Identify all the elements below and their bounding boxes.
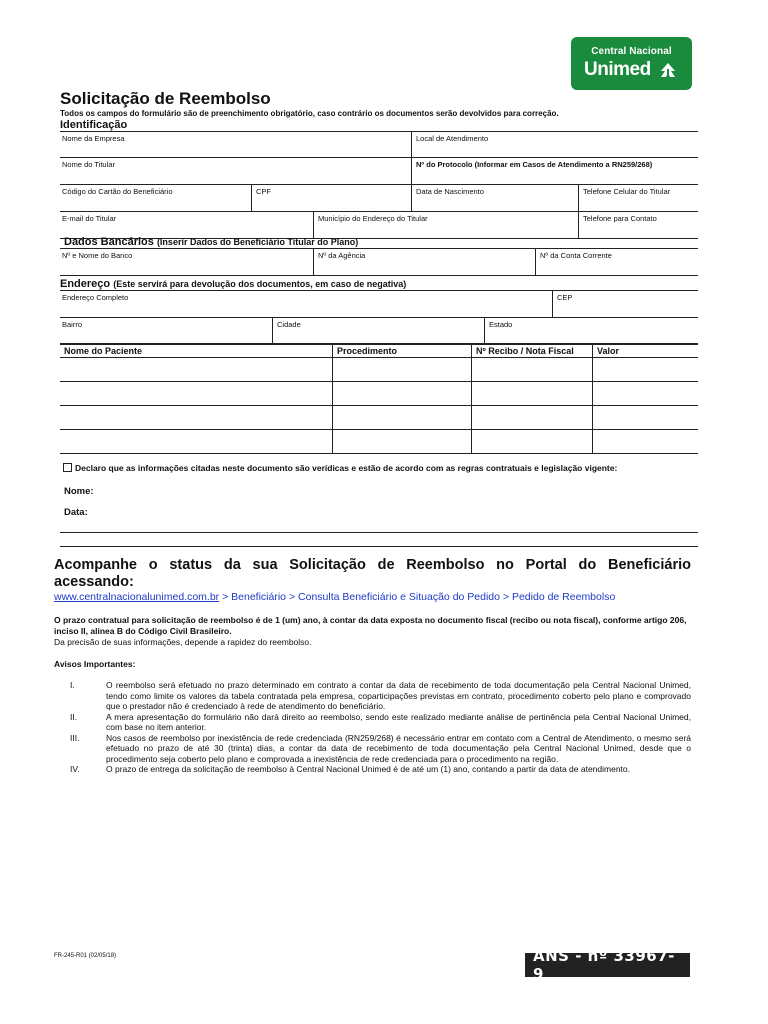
dados-bancarios-heading: Dados Bancários (Inserir Dados do Beneficiário Titular do Plano) <box>64 236 359 248</box>
table-row <box>60 358 698 382</box>
list-item: IV. O prazo de entrega da solicitação de reembolso à Central Nacional Unimed é de até um (1) ano, contando a partir da data de atendimento. <box>70 764 631 774</box>
list-item: I. O reembolso será efetuado no prazo determinado em contrato a contar da data de recebimento de toda documentação pela Central Nacional Unimed, tendo como limite os valores da tabela contratada pela empresa, coparticipações previstas em contrato, procedimento coberto pelo plano e comprovado que o prestador não é credenciado à rede de atendimento do beneficiário. <box>70 680 691 711</box>
page-title: Solicitação de Reembolso <box>60 89 271 108</box>
breadcrumb-pedido-reembolso[interactable]: Pedido de Reembolso <box>511 591 616 603</box>
list-item: II. A mera apresentação do formulário não dará direito ao reembolso, sendo este realizado mediante análise de pertinência pela Central Nacional Unimed, com base no item anterior. <box>70 711 691 732</box>
col-recibo: Nº Recibo / Nota Fiscal <box>472 344 593 358</box>
table-row <box>60 430 698 454</box>
agencia-field[interactable]: Nº da Agência <box>313 249 535 275</box>
nome-empresa-field[interactable]: Nome da Empresa <box>62 134 125 143</box>
divider <box>60 546 698 547</box>
breadcrumb-consulta[interactable]: Consulta Beneficiário e Situação do Pedido <box>298 591 500 603</box>
portal-heading: Acompanhe o status da sua Solicitação de Reembolso no Portal do Beneficiário <box>54 557 691 573</box>
cell-input[interactable] <box>333 358 472 382</box>
portal-url-link[interactable]: www.centralnacionalunimed.com.br <box>54 591 220 603</box>
breadcrumb-beneficiario[interactable]: Beneficiário <box>231 591 287 603</box>
col-valor: Valor <box>593 344 699 358</box>
portal-breadcrumb <box>54 591 615 603</box>
breadcrumb-separator: > <box>502 591 510 603</box>
cell-input[interactable] <box>333 406 472 430</box>
endereco-completo-field[interactable]: Endereço Completo <box>62 293 129 302</box>
cell-input[interactable] <box>472 406 593 430</box>
cell-input[interactable] <box>472 358 593 382</box>
prazo-normal-text: Da precisão de suas informações, depende a rapidez do reembolso. <box>54 637 312 647</box>
cell-input[interactable] <box>593 382 699 406</box>
cell-input[interactable] <box>593 406 699 430</box>
data-label: Data: <box>64 507 88 518</box>
cep-field[interactable]: CEP <box>552 291 698 317</box>
endereco-heading: Endereço (Este servirá para devolução dos documentos, em caso de negativa) <box>60 278 407 290</box>
pacientes-table <box>60 343 698 454</box>
logo-top-text: Central Nacional <box>591 46 672 57</box>
declaracao-text: Declaro que as informações citadas neste documento são verídicas e estão de acordo com as regras contratuais e legislação vigente: <box>75 463 618 473</box>
identificacao-form <box>60 131 698 239</box>
avisos-list <box>54 680 691 775</box>
cell-input[interactable] <box>593 430 699 454</box>
ans-number: ANS - nº 33967-9 <box>524 946 691 984</box>
form-code: FR-245-R01 (02/05/18) <box>54 953 117 959</box>
cpf-field[interactable]: CPF <box>251 185 411 211</box>
breadcrumb-separator: > <box>222 591 229 603</box>
list-item: III. Nos casos de reembolso por inexistência de rede credenciada (RN259/268) é necessário entrar em contato com a Central de Atendimento, o mesmo será efetuado no prazo de até 30 (trinta) dias, a contar da data de recebimento de toda documentação pela Central Nacional Unimed, desde que o procedimento seja coberto pelo plano e comprovada a inexistência de rede credenciada para o procedimento na região. <box>70 732 691 764</box>
cell-input[interactable] <box>333 382 472 406</box>
cell-input[interactable] <box>333 430 472 454</box>
dados-bancarios-form <box>60 248 698 276</box>
col-nome-paciente: Nome do Paciente <box>60 344 333 358</box>
unimed-tree-icon <box>659 62 677 78</box>
cell-input[interactable] <box>60 430 333 454</box>
unimed-logo <box>571 37 692 90</box>
avisos-heading: Avisos Importantes: <box>54 659 136 669</box>
table-row <box>60 382 698 406</box>
portal-heading-2: acessando: <box>54 574 134 590</box>
cell-input[interactable] <box>472 430 593 454</box>
cell-input[interactable] <box>60 406 333 430</box>
cell-input[interactable] <box>593 358 699 382</box>
banco-field[interactable]: Nº e Nome do Banco <box>62 251 133 260</box>
municipio-field[interactable]: Município do Endereço do Titular <box>313 212 578 238</box>
identificacao-heading: Identificação <box>60 119 128 131</box>
cell-input[interactable] <box>60 358 333 382</box>
bairro-field[interactable]: Bairro <box>62 320 83 329</box>
telefone-celular-field[interactable]: Telefone Celular do Titular <box>578 185 698 211</box>
declaracao <box>63 463 617 473</box>
declaracao-checkbox[interactable] <box>63 463 72 472</box>
table-row <box>60 406 698 430</box>
breadcrumb-separator: > <box>288 591 296 603</box>
cidade-field[interactable]: Cidade <box>272 318 484 344</box>
estado-field[interactable]: Estado <box>484 318 698 344</box>
local-atendimento-field[interactable]: Local de Atendimento <box>411 132 698 157</box>
signature-line[interactable] <box>60 532 698 533</box>
prazo-bold-text: O prazo contratual para solicitação de reembolso é de 1 (um) ano, à contar da data exposta no documento fiscal (recibo ou nota fiscal), conforme artigo 206, inciso II, alinea B do Código Civil Brasileiro. <box>54 615 687 636</box>
ans-badge <box>524 947 691 983</box>
logo-brand: Unimed <box>584 59 651 80</box>
nome-titular-field[interactable]: Nome do Titular <box>62 160 115 169</box>
telefone-contato-field[interactable]: Telefone para Contato <box>578 212 698 238</box>
page-subtitle: Todos os campos do formulário são de preenchimento obrigatório, caso contrário os documentos serão devolvidos para correção. <box>60 109 559 118</box>
endereco-form <box>60 290 698 345</box>
data-nascimento-field[interactable]: Data de Nascimento <box>411 185 578 211</box>
codigo-cartao-field[interactable]: Código do Cartão do Beneficiário <box>62 187 173 196</box>
prazo-info <box>54 615 694 648</box>
conta-field[interactable]: Nº da Conta Corrente <box>535 249 698 275</box>
protocolo-field[interactable]: Nº do Protocolo (Informar em Casos de Atendimento a RN259/268) <box>411 158 698 184</box>
cell-input[interactable] <box>472 382 593 406</box>
cell-input[interactable] <box>60 382 333 406</box>
email-field[interactable]: E-mail do Titular <box>62 214 117 223</box>
col-procedimento: Procedimento <box>333 344 472 358</box>
nome-label: Nome: <box>64 486 94 497</box>
